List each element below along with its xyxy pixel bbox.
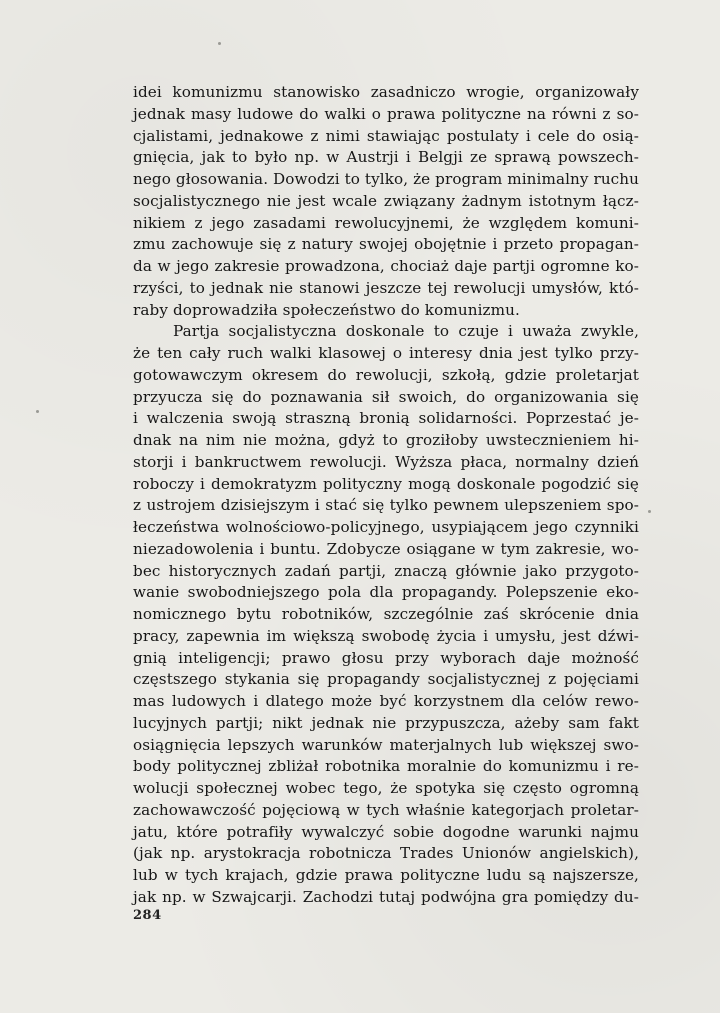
body-text (133, 82, 639, 909)
text-line: pracy, zapewnia im większą swobodę życia i umysłu, jest dźwi- (133, 626, 639, 645)
text-line: łeczeństwa wolnościowo-policyjnego, usypiającem jego czynniki (133, 518, 639, 536)
text-line: Partja socjalistyczna doskonale to czuje i uważa zwykle, (173, 322, 639, 341)
text-line: gnięcia, jak to było np. w Austrji i Belgji ze sprawą powszech- (133, 148, 639, 167)
paper-speck (218, 42, 221, 45)
text-line: rzyści, to jednak nie stanowi jeszcze tej rewolucji umysłów, któ- (133, 278, 639, 297)
text-line: cjalistami, jednakowe z nimi stawiając postulaty i cele do osią- (133, 126, 639, 145)
text-line: mas ludowych i dlatego może być korzystnem dla celów rewo- (133, 692, 639, 710)
text-line: body politycznej zbliżał robotnika moralnie do komunizmu i re- (133, 757, 639, 776)
text-line: storji i bankructwem rewolucji. Wyższa płaca, normalny dzień (133, 452, 639, 471)
text-line: jak np. w Szwajcarji. Zachodzi tutaj podwójna gra pomiędzy du- (133, 887, 639, 906)
text-line: da w jego zakresie prowadzona, chociaż daje partji ogromne ko- (133, 257, 639, 275)
text-line: zachowawczość pojęciową w tych właśnie kategorjach proletar- (133, 800, 639, 819)
text-line: gnią inteligencji; prawo głosu przy wyborach daje możność (133, 648, 639, 667)
text-line: lub w tych krajach, gdzie prawa polityczne ludu są najszersze, (133, 866, 639, 884)
text-line: niezadowolenia i buntu. Zdobycze osiągane w tym zakresie, wo- (133, 539, 639, 558)
text-line: roboczy i demokratyzm polityczny mogą doskonale pogodzić się (133, 474, 639, 493)
text-line: nego głosowania. Dowodzi to tylko, że program minimalny ruchu (133, 170, 639, 188)
text-line: częstszego stykania się propagandy socjalistycznej z pojęciami (133, 670, 639, 689)
text-line: i walczenia swoją straszną bronią solidarności. Poprzestać je- (133, 409, 639, 428)
text-line: osiągnięcia lepszych warunków materjalnych lub większej swo- (133, 735, 639, 754)
text-line: jatu, które potrafiły wywalczyć sobie dogodne warunki najmu (133, 822, 639, 841)
paper-speck (648, 510, 651, 513)
text-line: socjalistycznego nie jest wcale związany żadnym istotnym łącz- (133, 191, 639, 210)
text-line: wanie swobodniejszego pola dla propagandy. Polepszenie eko- (133, 583, 639, 602)
text-line: lucyjnych partji; nikt jednak nie przypuszcza, ażeby sam fakt (133, 713, 639, 732)
text-line: że ten cały ruch walki klasowej o interesy dnia jest tylko przy- (133, 344, 639, 362)
paper-speck (36, 410, 39, 413)
text-line: jednak masy ludowe do walki o prawa polityczne na równi z so- (133, 104, 639, 123)
page-number: 284 (133, 908, 162, 923)
text-line: z ustrojem dzisiejszym i stać się tylko pewnem ulepszeniem spo- (133, 496, 639, 515)
text-line: gotowawczym okresem do rewolucji, szkołą, gdzie proletarjat (133, 365, 639, 384)
text-line: (jak np. arystokracja robotnicza Trades Unionów angielskich), (133, 844, 639, 863)
text-line: bec historycznych zadań partji, znaczą głównie jako przygoto- (133, 561, 639, 580)
text-line: zmu zachowuje się z natury swojej obojętnie i przeto propagan- (133, 235, 639, 254)
text-line: nikiem z jego zasadami rewolucyjnemi, że względem komuni- (133, 213, 639, 232)
text-line: idei komunizmu stanowisko zasadniczo wrogie, organizowały (133, 83, 639, 101)
text-line: przyucza się do poznawania sił swoich, do organizowania się (133, 387, 639, 406)
text-line: raby doprowadziła społeczeństwo do komunizmu. (133, 300, 520, 319)
text-line: dnak na nim nie można, gdyż to groziłoby uwstecznieniem hi- (133, 431, 639, 449)
text-line: wolucji społecznej wobec tego, że spotyka się często ogromną (133, 779, 639, 797)
text-line: nomicznego bytu robotników, szczególnie zaś skrócenie dnia (133, 605, 639, 623)
